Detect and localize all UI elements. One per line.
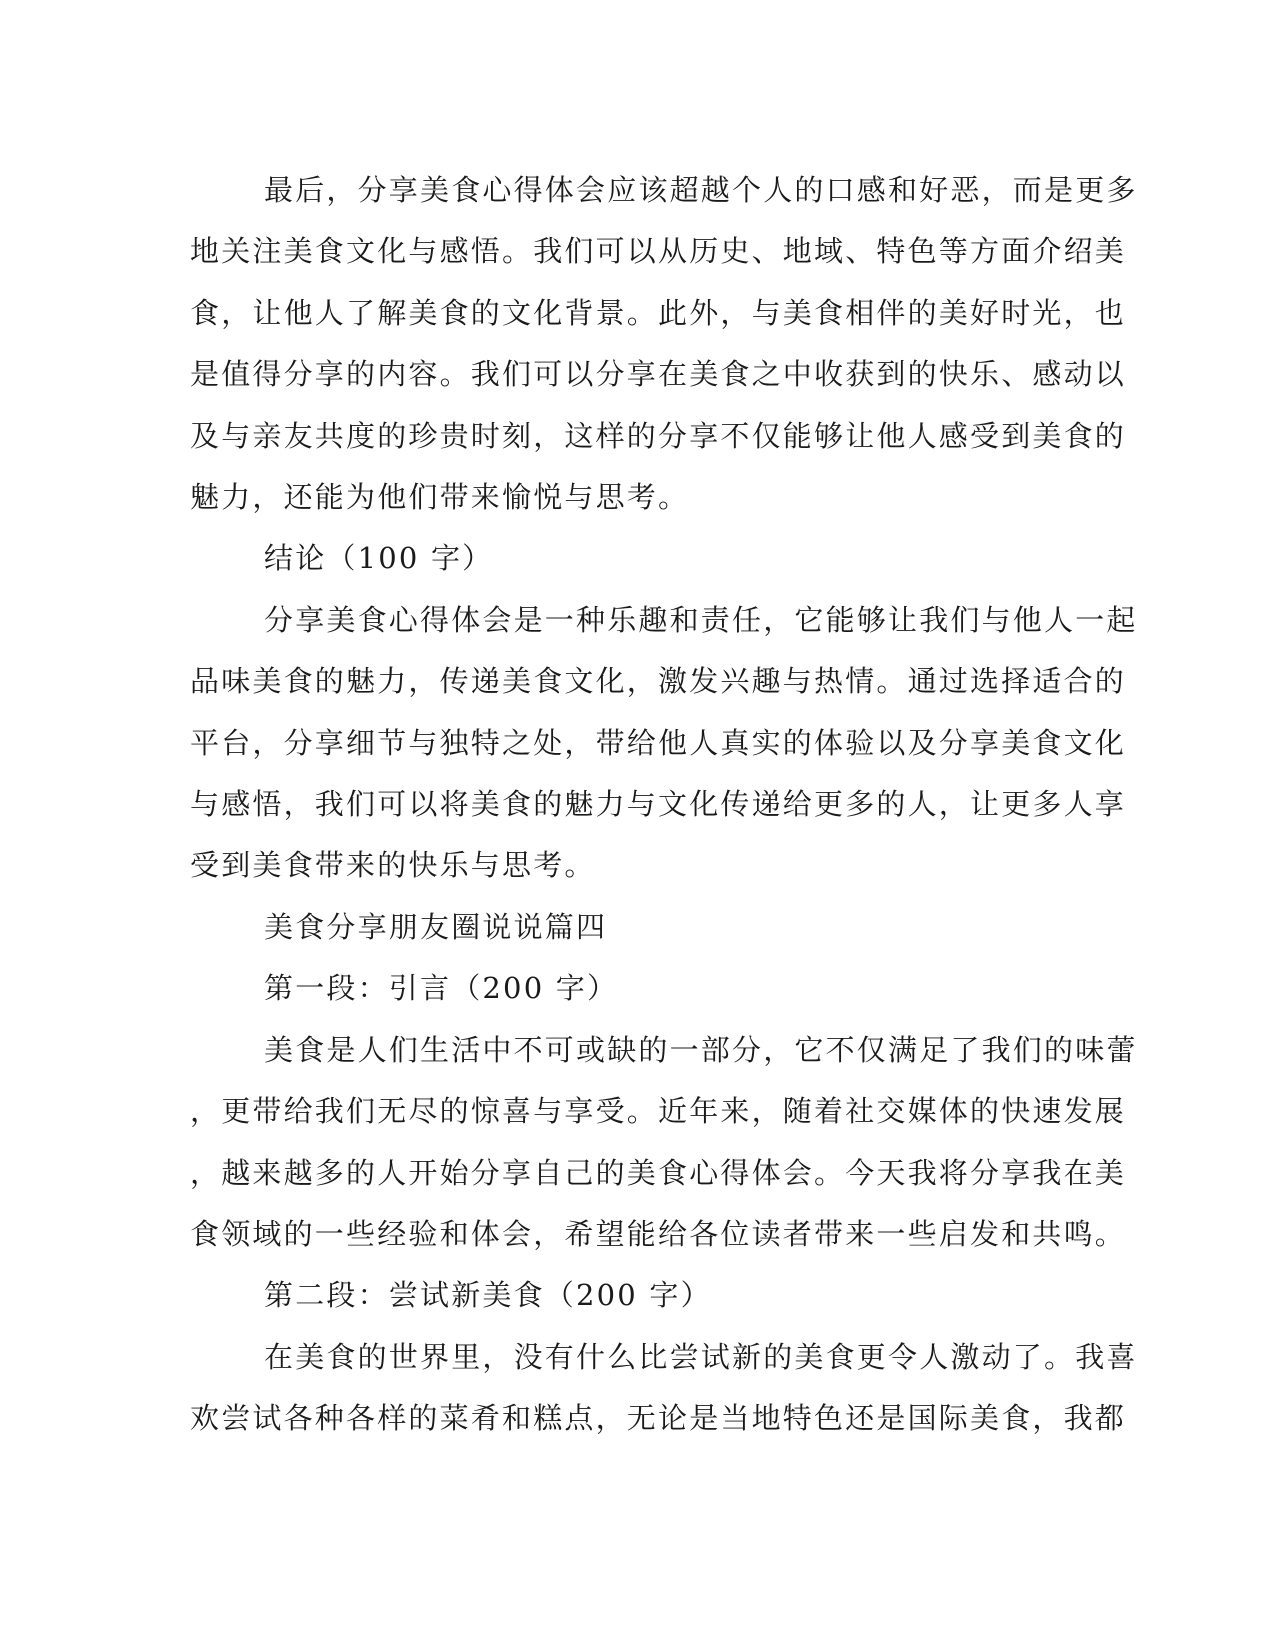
section-heading-intro: 第一段：引言（200 字） <box>264 971 619 1006</box>
text-line: 最后，分享美食心得体会应该超越个人的口感和好恶，而是更多 <box>264 173 1138 207</box>
text-line: 魅力，还能为他们带来愉悦与思考。 <box>190 480 690 515</box>
text-line: 受到美食带来的快乐与思考。 <box>190 848 596 883</box>
text-line: 与感悟，我们可以将美食的魅力与文化传递给更多的人，让更多人享 <box>190 787 1127 822</box>
section-heading-conclusion: 结论（100 字） <box>264 541 494 576</box>
paragraph-conclusion <box>190 590 1138 897</box>
text-line: 平台，分享细节与独特之处，带给他人真实的体验以及分享美食文化 <box>190 725 1127 760</box>
paragraph-intro <box>190 1020 1138 1266</box>
text-line: 在美食的世界里，没有什么比尝试新的美食更令人激动了。我喜 <box>264 1339 1138 1374</box>
paragraph-final-sharing <box>190 160 1138 528</box>
text-line: 食领域的一些经验和体会，希望能给各位读者带来一些启发和共鸣。 <box>190 1216 1127 1251</box>
text-line: ，更带给我们无尽的惊喜与享受。近年来，随着社交媒体的快速发展 <box>190 1094 1127 1129</box>
text-line: 食，让他人了解美食的文化背景。此外，与美食相伴的美好时光，也 <box>190 295 1127 330</box>
text-line: 美食是人们生活中不可或缺的一部分，它不仅满足了我们的味蕾 <box>264 1032 1138 1067</box>
text-line: ，越来越多的人开始分享自己的美食心得体会。今天我将分享我在美 <box>190 1155 1127 1190</box>
text-line: 分享美食心得体会是一种乐趣和责任，它能够让我们与他人一起 <box>264 602 1138 637</box>
document-page <box>190 160 1138 1450</box>
text-line: 及与亲友共度的珍贵时刻，这样的分享不仅能够让他人感受到美食的 <box>190 418 1127 453</box>
article-title: 美食分享朋友圈说说篇四 <box>264 909 608 944</box>
text-line: 品味美食的魅力，传递美食文化，激发兴趣与热情。通过选择适合的 <box>190 664 1127 699</box>
text-line: 是值得分享的内容。我们可以分享在美食之中收获到的快乐、感动以 <box>190 357 1127 392</box>
section-heading-new-food: 第二段：尝试新美食（200 字） <box>264 1278 712 1313</box>
text-line: 欢尝试各种各样的菜肴和糕点，无论是当地特色还是国际美食，我都 <box>190 1401 1127 1436</box>
paragraph-new-food <box>190 1327 1138 1450</box>
text-line: 地关注美食文化与感悟。我们可以从历史、地域、特色等方面介绍美 <box>190 234 1127 269</box>
